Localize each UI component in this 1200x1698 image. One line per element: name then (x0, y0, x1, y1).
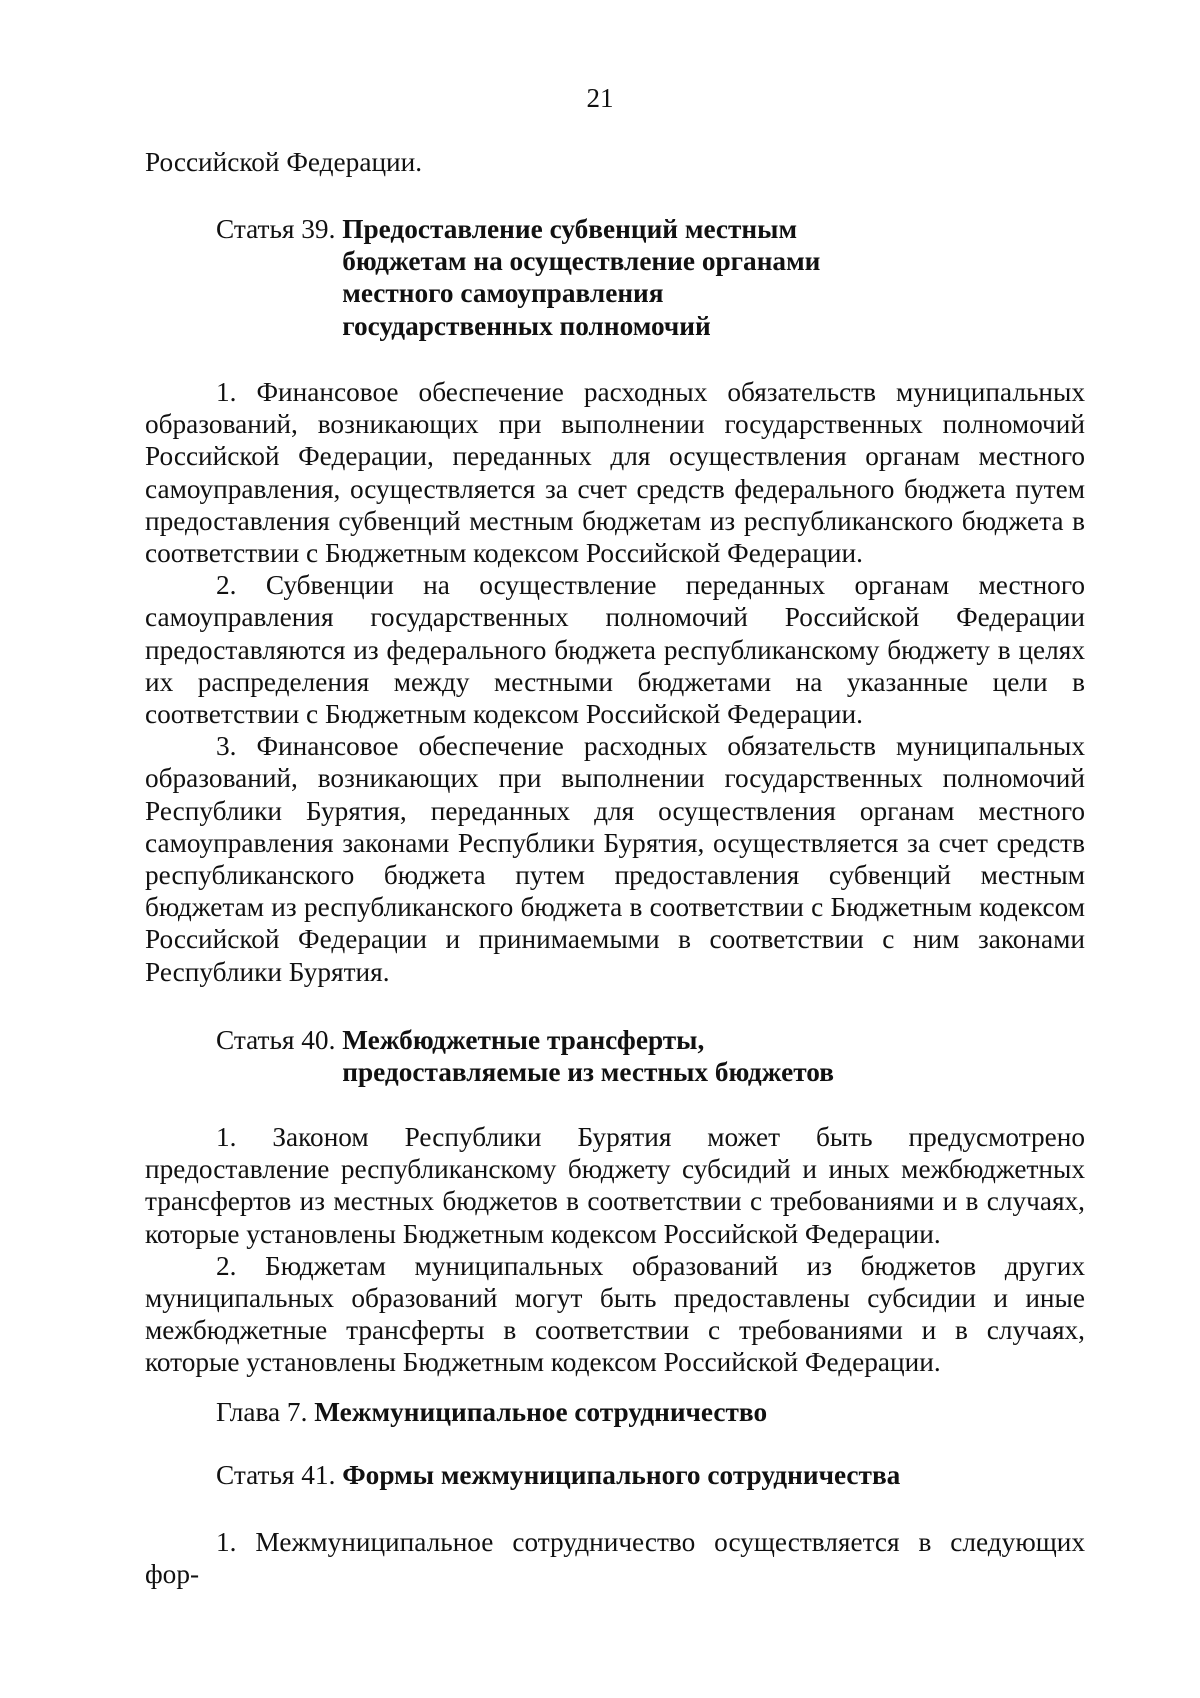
article-39-paragraph-2: 2. Субвенции на осуществление переданных органам местного самоуправления государственных полномочий Российской Федерации предоставляются из федерального бюджета республиканскому бюджету в целях их распределения между местными бюджетами на указанные цели в соответствии с Бюджетным кодексом Российской Федерации. (145, 570, 1085, 730)
article-39-body (145, 376, 1085, 988)
article-39-title-line: государственных полномочий (342, 310, 711, 341)
article-40-paragraph-1: 1. Законом Республики Бурятия может быть предусмотрено предоставление республиканскому бюджету субсидий и иных межбюджетных трансфертов из местных бюджетов в соответствии с требованиями и в случаях, которые установлены Бюджетным кодексом Российской Федерации. (145, 1122, 1085, 1249)
chapter-7-prefix: Глава 7. (216, 1397, 315, 1427)
article-39-title (342, 213, 820, 342)
article-39-paragraph-1: 1. Финансовое обеспечение расходных обязательств муниципальных образований, возникающих при выполнении государственных полномочий Российской Федерации, переданных для осуществления органам местного самоуправления, осуществляется за счет средств федерального бюджета путем предоставления субвенций местным бюджетам из республиканского бюджета в соответствии с Бюджетным кодексом Российской Федерации. (145, 377, 1085, 569)
article-41-prefix: Статья 41. (216, 1460, 343, 1490)
chapter-7-title: Межмуниципальное сотрудничество (314, 1397, 768, 1427)
article-39-title-line: бюджетам на осуществление органами (342, 246, 821, 277)
continuation-text: Российской Федерации. (145, 147, 423, 177)
article-40-heading (216, 1024, 834, 1088)
article-39-title-line: местного самоуправления (342, 278, 664, 309)
page-number: 21 (586, 83, 614, 113)
article-40-body (145, 1121, 1085, 1379)
article-40-title (342, 1024, 834, 1088)
article-40-title-line: Межбюджетные трансферты, (342, 1025, 705, 1055)
article-41-paragraph-1: 1. Межмуниципальное сотрудничество осуществляется в следующих фор- (145, 1527, 1085, 1590)
article-39-prefix: Статья 39. (216, 214, 343, 244)
article-41-body (145, 1526, 1085, 1590)
article-40-prefix: Статья 40. (216, 1025, 343, 1055)
article-39-paragraph-3: 3. Финансовое обеспечение расходных обязательств муниципальных образований, возникающих при выполнении государственных полномочий Республики Бурятия, переданных для осуществления органам местного самоуправления законами Республики Бурятия, осуществляется за счет средств республиканского бюджета путем предоставления субвенций местным бюджетам из республиканского бюджета в соответствии с Бюджетным кодексом Российской Федерации и принимаемыми в соответствии с ним законами Республики Бурятия. (145, 731, 1085, 987)
article-41-heading (216, 1459, 900, 1491)
article-41-title: Формы межмуниципального сотрудничества (342, 1460, 901, 1490)
article-40-paragraph-2: 2. Бюджетам муниципальных образований из бюджетов других муниципальных образований могут быть предоставлены субсидии и иные межбюджетные трансферты в соответствии с требованиями и в случаях, которые установлены Бюджетным кодексом Российской Федерации. (145, 1250, 1085, 1378)
article-39-title-line: Предоставление субвенций местным (342, 214, 798, 244)
article-40-title-line: предоставляемые из местных бюджетов (342, 1057, 834, 1088)
chapter-7-heading (216, 1396, 767, 1428)
article-39-heading (216, 213, 820, 342)
